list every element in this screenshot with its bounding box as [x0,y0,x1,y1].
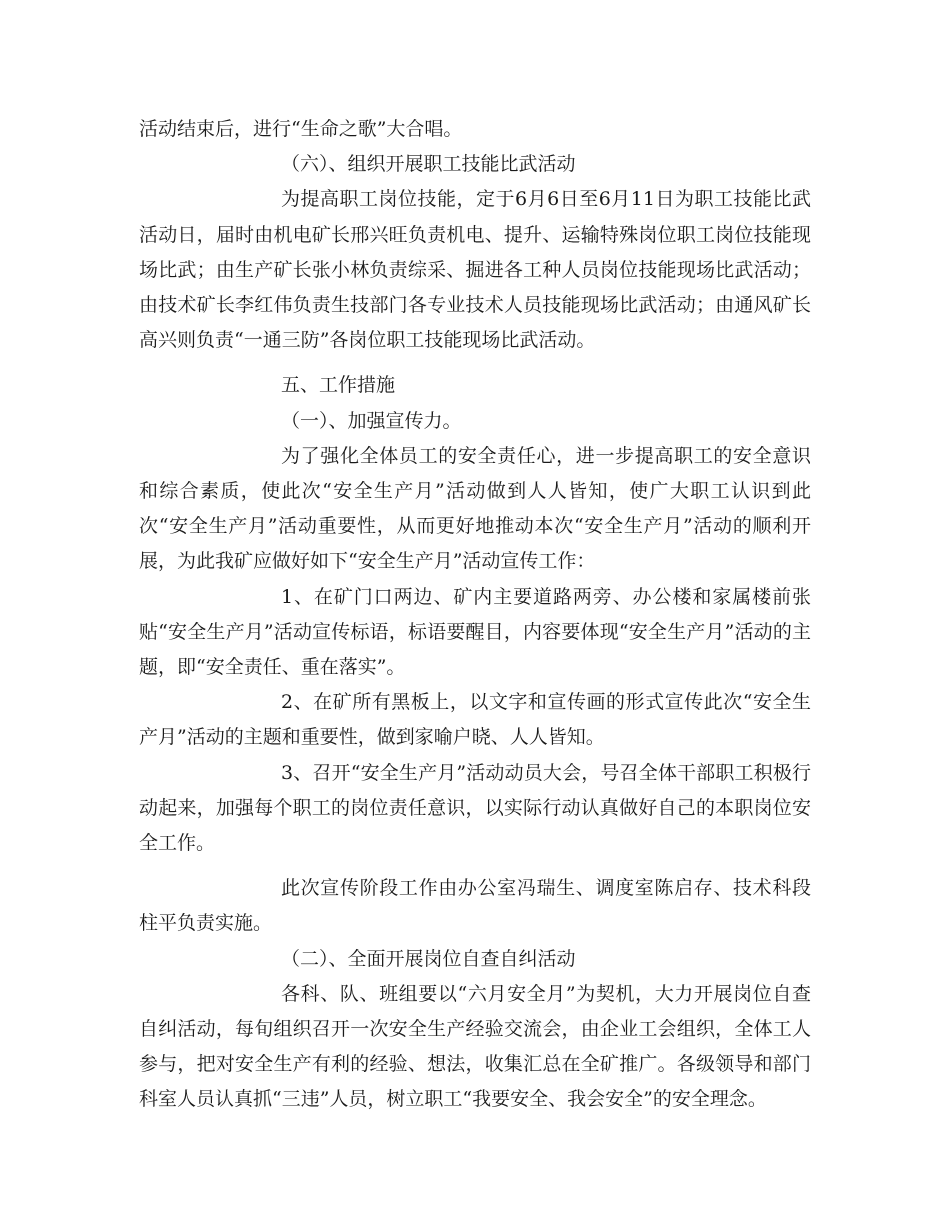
subsection-heading-publicity: （一）、加强宣传力。 [281,409,462,432]
paragraph-publicity-intro: 为了强化全体员工的安全责任心，进一步提高职工的安全意识和综合素质，使此次“安全生产月”活动做到人人皆知，使广大职工认识到此次“安全生产月”活动重要性，从而更好地推动本次“安全生产月”活动的顺利开展，为此我矿应做好如下“安全生产月”活动宣传工作： [139,444,811,573]
subsection-heading-self-check: （二）、全面开展岗位自查自纠活动 [281,947,576,970]
list-item-mobilization-meeting: 3、召开“安全生产月”活动动员大会，号召全体干部职工积极行动起来，加强每个职工的岗位责任意识，以实际行动认真做好自己的本职岗位安全工作。 [139,761,811,855]
paragraph-skill-competition: 为提高职工岗位技能，定于6月6日至6月11日为职工技能比武活动日，届时由机电矿长邢兴旺负责机电、提升、运输特殊岗位职工岗位技能现场比武；由生产矿长张小林负责综采、掘进各工种人员岗位技能现场比武活动；由技术矿长李红伟负责生技部门各专业技术人员技能现场比武活动；由通风矿长高兴则负责“一通三防”各岗位职工技能现场比武活动。 [139,188,811,352]
section-heading-work-measures: 五、工作措施 [281,374,396,397]
paragraph-responsible-persons: 此次宣传阶段工作由办公室冯瑞生、调度室陈启存、技术科段柱平负责实施。 [139,877,811,935]
list-item-slogans: 1、在矿门口两边、矿内主要道路两旁、办公楼和家属楼前张贴“安全生产月”活动宣传标语，标语要醒目，内容要体现“安全生产月”活动的主题，即“安全责任、重在落实”。 [139,585,811,679]
section-heading-skill-competition: （六）、组织开展职工技能比武活动 [281,153,576,176]
list-item-blackboards: 2、在矿所有黑板上，以文字和宣传画的形式宣传此次“安全生产月”活动的主题和重要性，做到家喻户晓、人人皆知。 [139,691,811,749]
paragraph-self-check: 各科、队、班组要以“六月安全月”为契机，大力开展岗位自查自纠活动，每旬组织召开一次安全生产经验交流会，由企业工会组织，全体工人参与，把对安全生产有利的经验、想法，收集汇总在全矿推广。各级领导和部门科室人员认真抓“三违”人员，树立职工“我要安全、我会安全”的安全理念。 [139,982,811,1111]
document-body [139,112,811,1118]
paragraph-closing-activity: 活动结束后，进行“生命之歌”大合唱。 [139,118,463,140]
